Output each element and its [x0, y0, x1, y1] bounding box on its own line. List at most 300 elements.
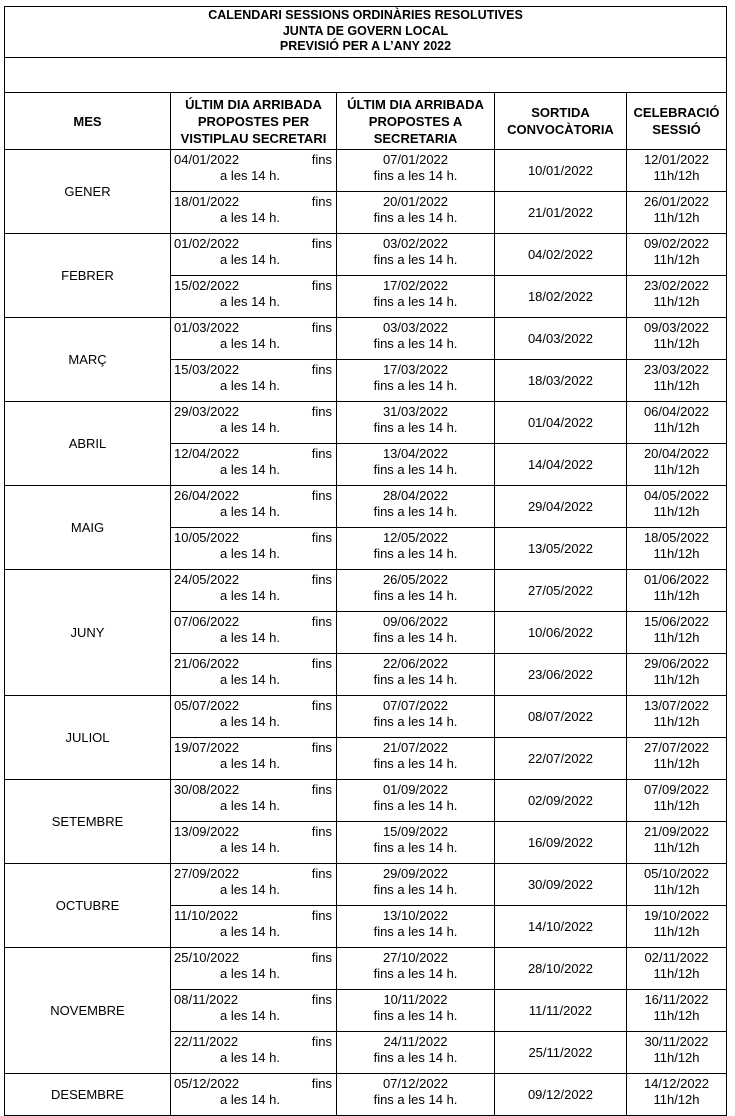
vistiplau-line-1: [171, 782, 336, 798]
convocatoria-date: 18/03/2022: [495, 360, 627, 402]
table-row: [5, 696, 727, 738]
time-label: a les 14 h.: [220, 882, 280, 897]
time-label: fins a les 14 h.: [373, 966, 458, 981]
vistiplau-deadline-cell: [171, 486, 337, 528]
secretaria-deadline-cell: [337, 570, 495, 612]
sessio-time: 11h/12h: [653, 210, 700, 225]
sessio-date: 26/01/2022: [643, 194, 710, 209]
convocatoria-date: 27/05/2022: [495, 570, 627, 612]
secretaria-deadline-cell: [337, 948, 495, 990]
convocatoria-date: 28/10/2022: [495, 948, 627, 990]
sessio-cell: [627, 234, 727, 276]
vistiplau-line-1: [171, 1076, 336, 1092]
secretaria-date: 13/04/2022: [382, 446, 449, 461]
sessio-cell: [627, 738, 727, 780]
month-name: JULIOL: [5, 696, 171, 780]
time-label: a les 14 h.: [220, 1008, 280, 1023]
vistiplau-date: 19/07/2022: [174, 740, 240, 755]
time-label: fins a les 14 h.: [373, 1008, 458, 1023]
fins-label: fins: [311, 992, 332, 1007]
sessio-date: 14/12/2022: [643, 1076, 710, 1091]
sessio-date: 13/07/2022: [643, 698, 710, 713]
fins-label: fins: [311, 656, 332, 671]
sessio-cell: [627, 276, 727, 318]
secretaria-deadline-cell: [337, 318, 495, 360]
fins-label: fins: [311, 362, 332, 377]
time-label: fins a les 14 h.: [373, 252, 458, 267]
sessio-time: 11h/12h: [653, 462, 700, 477]
secretaria-deadline-cell: [337, 402, 495, 444]
month-name: FEBRER: [5, 234, 171, 318]
time-label: a les 14 h.: [220, 336, 280, 351]
secretaria-date: 01/09/2022: [382, 782, 449, 797]
secretaria-deadline-cell: [337, 864, 495, 906]
secretaria-deadline-cell: [337, 990, 495, 1032]
time-label: fins a les 14 h.: [373, 798, 458, 813]
secretaria-date: 24/11/2022: [383, 1034, 448, 1049]
sessio-time: 11h/12h: [653, 630, 700, 645]
month-name: NOVEMBRE: [5, 948, 171, 1074]
table-row: [5, 318, 727, 360]
time-label: a les 14 h.: [220, 462, 280, 477]
header-row: [5, 93, 727, 150]
vistiplau-line-1: [171, 1034, 336, 1050]
document-title: [5, 7, 727, 58]
vistiplau-date: 05/12/2022: [174, 1076, 240, 1091]
convocatoria-date: 10/01/2022: [495, 150, 627, 192]
vistiplau-date: 22/11/2022: [174, 1034, 239, 1049]
sessio-cell: [627, 444, 727, 486]
sessio-date: 09/02/2022: [643, 236, 710, 251]
sessio-date: 23/03/2022: [643, 362, 710, 377]
convocatoria-date: 04/02/2022: [495, 234, 627, 276]
time-label: fins a les 14 h.: [373, 294, 458, 309]
sessio-cell: [627, 150, 727, 192]
time-label: a les 14 h.: [220, 504, 280, 519]
vistiplau-line-1: [171, 992, 336, 1008]
convocatoria-date: 10/06/2022: [495, 612, 627, 654]
time-label: a les 14 h.: [220, 378, 280, 393]
fins-label: fins: [311, 446, 332, 461]
sessio-cell: [627, 696, 727, 738]
sessio-time: 11h/12h: [653, 168, 700, 183]
vistiplau-deadline-cell: [171, 906, 337, 948]
sessio-time: 11h/12h: [653, 924, 700, 939]
secretaria-deadline-cell: [337, 150, 495, 192]
sessio-date: 02/11/2022: [644, 950, 709, 965]
fins-label: fins: [311, 236, 332, 251]
vistiplau-deadline-cell: [171, 1032, 337, 1074]
secretaria-deadline-cell: [337, 780, 495, 822]
vistiplau-line-1: [171, 236, 336, 252]
sessio-time: 11h/12h: [653, 294, 700, 309]
table-row: [5, 150, 727, 192]
vistiplau-deadline-cell: [171, 780, 337, 822]
convocatoria-date: 11/11/2022: [495, 990, 627, 1032]
sessio-time: 11h/12h: [653, 756, 700, 771]
vistiplau-line-1: [171, 194, 336, 210]
vistiplau-deadline-cell: [171, 276, 337, 318]
table-row: [5, 234, 727, 276]
table-row: [5, 402, 727, 444]
time-label: fins a les 14 h.: [373, 840, 458, 855]
vistiplau-deadline-cell: [171, 318, 337, 360]
secretaria-deadline-cell: [337, 1074, 495, 1116]
vistiplau-date: 05/07/2022: [174, 698, 240, 713]
sessio-cell: [627, 486, 727, 528]
time-label: fins a les 14 h.: [373, 756, 458, 771]
convocatoria-date: 21/01/2022: [495, 192, 627, 234]
vistiplau-date: 27/09/2022: [174, 866, 240, 881]
vistiplau-line-1: [171, 278, 336, 294]
vistiplau-line-1: [171, 446, 336, 462]
time-label: fins a les 14 h.: [373, 168, 458, 183]
vistiplau-deadline-cell: [171, 822, 337, 864]
fins-label: fins: [311, 740, 332, 755]
fins-label: fins: [311, 1076, 332, 1091]
sessio-cell: [627, 906, 727, 948]
month-name: JUNY: [5, 570, 171, 696]
secretaria-date: 03/03/2022: [382, 320, 449, 335]
vistiplau-deadline-cell: [171, 528, 337, 570]
sessio-time: 11h/12h: [653, 588, 700, 603]
vistiplau-line-1: [171, 698, 336, 714]
vistiplau-date: 13/09/2022: [174, 824, 240, 839]
convocatoria-date: 14/04/2022: [495, 444, 627, 486]
secretaria-deadline-cell: [337, 654, 495, 696]
convocatoria-date: 29/04/2022: [495, 486, 627, 528]
vistiplau-deadline-cell: [171, 150, 337, 192]
convocatoria-date: 08/07/2022: [495, 696, 627, 738]
header-vistiplau: ÚLTIM DIA ARRIBADA PROPOSTES PER VISTIPLAU SECRETARI: [171, 93, 337, 150]
sessio-time: 11h/12h: [653, 966, 700, 981]
secretaria-date: 17/02/2022: [382, 278, 449, 293]
sessio-cell: [627, 612, 727, 654]
time-label: a les 14 h.: [220, 630, 280, 645]
secretaria-date: 21/07/2022: [382, 740, 449, 755]
time-label: a les 14 h.: [220, 588, 280, 603]
vistiplau-deadline-cell: [171, 570, 337, 612]
vistiplau-date: 25/10/2022: [174, 950, 240, 965]
secretaria-date: 17/03/2022: [382, 362, 449, 377]
fins-label: fins: [311, 194, 332, 209]
time-label: fins a les 14 h.: [373, 924, 458, 939]
convocatoria-date: 09/12/2022: [495, 1074, 627, 1116]
month-name: GENER: [5, 150, 171, 234]
convocatoria-date: 16/09/2022: [495, 822, 627, 864]
vistiplau-line-1: [171, 572, 336, 588]
title-line-2: JUNTA DE GOVERN LOCAL: [282, 23, 449, 38]
sessio-date: 20/04/2022: [643, 446, 710, 461]
sessio-cell: [627, 780, 727, 822]
month-name: SETEMBRE: [5, 780, 171, 864]
vistiplau-date: 01/02/2022: [174, 236, 240, 251]
time-label: a les 14 h.: [220, 714, 280, 729]
convocatoria-date: 18/02/2022: [495, 276, 627, 318]
time-label: a les 14 h.: [220, 966, 280, 981]
secretaria-deadline-cell: [337, 360, 495, 402]
vistiplau-line-1: [171, 740, 336, 756]
time-label: a les 14 h.: [220, 420, 280, 435]
secretaria-date: 13/10/2022: [382, 908, 449, 923]
sessio-time: 11h/12h: [653, 1050, 700, 1065]
time-label: fins a les 14 h.: [373, 588, 458, 603]
sessio-time: 11h/12h: [653, 378, 700, 393]
fins-label: fins: [311, 824, 332, 839]
sessio-cell: [627, 192, 727, 234]
fins-label: fins: [311, 320, 332, 335]
header-month: MES: [5, 93, 171, 150]
vistiplau-deadline-cell: [171, 360, 337, 402]
time-label: fins a les 14 h.: [373, 462, 458, 477]
sessio-cell: [627, 528, 727, 570]
fins-label: fins: [311, 488, 332, 503]
sessio-date: 04/05/2022: [643, 488, 710, 503]
vistiplau-date: 01/03/2022: [174, 320, 240, 335]
sessio-date: 23/02/2022: [643, 278, 710, 293]
fins-label: fins: [311, 698, 332, 713]
secretaria-date: 29/09/2022: [382, 866, 449, 881]
sessio-cell: [627, 402, 727, 444]
convocatoria-date: 23/06/2022: [495, 654, 627, 696]
secretaria-deadline-cell: [337, 528, 495, 570]
sessio-date: 16/11/2022: [644, 992, 709, 1007]
sessio-time: 11h/12h: [653, 546, 700, 561]
title-row: [5, 7, 727, 58]
vistiplau-date: 15/02/2022: [174, 278, 240, 293]
vistiplau-date: 04/01/2022: [174, 152, 240, 167]
convocatoria-date: 14/10/2022: [495, 906, 627, 948]
fins-label: fins: [311, 1034, 332, 1049]
time-label: fins a les 14 h.: [373, 546, 458, 561]
secretaria-deadline-cell: [337, 444, 495, 486]
fins-label: fins: [311, 278, 332, 293]
time-label: fins a les 14 h.: [373, 378, 458, 393]
header-secretaria: ÚLTIM DIA ARRIBADA PROPOSTES A SECRETARIA: [337, 93, 495, 150]
vistiplau-date: 26/04/2022: [174, 488, 240, 503]
secretaria-date: 31/03/2022: [382, 404, 449, 419]
time-label: fins a les 14 h.: [373, 630, 458, 645]
sessio-cell: [627, 654, 727, 696]
vistiplau-deadline-cell: [171, 654, 337, 696]
title-line-1: CALENDARI SESSIONS ORDINÀRIES RESOLUTIVES: [208, 8, 523, 22]
time-label: fins a les 14 h.: [373, 336, 458, 351]
month-name: MARÇ: [5, 318, 171, 402]
secretaria-date: 07/12/2022: [382, 1076, 449, 1091]
vistiplau-deadline-cell: [171, 990, 337, 1032]
sessio-time: 11h/12h: [653, 420, 700, 435]
time-label: fins a les 14 h.: [373, 1050, 458, 1065]
sessio-time: 11h/12h: [653, 798, 700, 813]
fins-label: fins: [311, 404, 332, 419]
sessio-cell: [627, 948, 727, 990]
vistiplau-date: 29/03/2022: [174, 404, 240, 419]
table-row: [5, 1074, 727, 1116]
sessio-time: 11h/12h: [653, 840, 700, 855]
secretaria-deadline-cell: [337, 738, 495, 780]
sessio-date: 12/01/2022: [643, 152, 710, 167]
sessio-cell: [627, 822, 727, 864]
time-label: a les 14 h.: [220, 672, 280, 687]
secretaria-date: 07/01/2022: [382, 152, 449, 167]
sessio-time: 11h/12h: [653, 504, 700, 519]
time-label: fins a les 14 h.: [373, 1092, 458, 1107]
convocatoria-date: 25/11/2022: [495, 1032, 627, 1074]
sessio-time: 11h/12h: [653, 672, 700, 687]
fins-label: fins: [311, 950, 332, 965]
time-label: a les 14 h.: [220, 210, 280, 225]
secretaria-deadline-cell: [337, 1032, 495, 1074]
fins-label: fins: [311, 152, 332, 167]
fins-label: fins: [311, 908, 332, 923]
table-row: [5, 486, 727, 528]
table-row: [5, 948, 727, 990]
vistiplau-date: 21/06/2022: [174, 656, 240, 671]
vistiplau-line-1: [171, 152, 336, 168]
sessio-date: 18/05/2022: [643, 530, 710, 545]
vistiplau-line-1: [171, 908, 336, 924]
sessio-date: 21/09/2022: [643, 824, 710, 839]
time-label: fins a les 14 h.: [373, 504, 458, 519]
convocatoria-date: 22/07/2022: [495, 738, 627, 780]
vistiplau-date: 07/06/2022: [174, 614, 240, 629]
vistiplau-date: 24/05/2022: [174, 572, 240, 587]
time-label: a les 14 h.: [220, 924, 280, 939]
secretaria-deadline-cell: [337, 822, 495, 864]
secretaria-date: 15/09/2022: [382, 824, 449, 839]
fins-label: fins: [311, 866, 332, 881]
secretaria-deadline-cell: [337, 486, 495, 528]
sessio-cell: [627, 1074, 727, 1116]
vistiplau-line-1: [171, 656, 336, 672]
time-label: fins a les 14 h.: [373, 672, 458, 687]
sessio-cell: [627, 990, 727, 1032]
time-label: a les 14 h.: [220, 252, 280, 267]
vistiplau-line-1: [171, 488, 336, 504]
vistiplau-deadline-cell: [171, 738, 337, 780]
blank-row: [5, 58, 727, 93]
sessio-time: 11h/12h: [653, 1092, 700, 1107]
header-convocatoria: SORTIDA CONVOCÀTORIA: [495, 93, 627, 150]
sessio-cell: [627, 864, 727, 906]
vistiplau-deadline-cell: [171, 1074, 337, 1116]
secretaria-deadline-cell: [337, 696, 495, 738]
header-sessio: CELEBRACIÓ SESSIÓ: [627, 93, 727, 150]
sessio-cell: [627, 318, 727, 360]
sessio-date: 09/03/2022: [643, 320, 710, 335]
vistiplau-line-1: [171, 824, 336, 840]
vistiplau-deadline-cell: [171, 612, 337, 654]
vistiplau-deadline-cell: [171, 948, 337, 990]
sessio-date: 29/06/2022: [643, 656, 710, 671]
sessio-date: 27/07/2022: [643, 740, 710, 755]
secretaria-deadline-cell: [337, 234, 495, 276]
fins-label: fins: [311, 530, 332, 545]
secretaria-deadline-cell: [337, 906, 495, 948]
time-label: fins a les 14 h.: [373, 420, 458, 435]
sessio-time: 11h/12h: [653, 1008, 700, 1023]
month-name: OCTUBRE: [5, 864, 171, 948]
vistiplau-deadline-cell: [171, 234, 337, 276]
sessio-date: 15/06/2022: [643, 614, 710, 629]
time-label: fins a les 14 h.: [373, 714, 458, 729]
time-label: a les 14 h.: [220, 1050, 280, 1065]
sessio-cell: [627, 360, 727, 402]
vistiplau-deadline-cell: [171, 192, 337, 234]
convocatoria-date: 04/03/2022: [495, 318, 627, 360]
secretaria-date: 22/06/2022: [382, 656, 449, 671]
sessio-time: 11h/12h: [653, 252, 700, 267]
month-name: DESEMBRE: [5, 1074, 171, 1116]
time-label: fins a les 14 h.: [373, 210, 458, 225]
secretaria-date: 10/11/2022: [383, 992, 448, 1007]
vistiplau-deadline-cell: [171, 696, 337, 738]
secretaria-date: 20/01/2022: [382, 194, 449, 209]
vistiplau-line-1: [171, 362, 336, 378]
vistiplau-deadline-cell: [171, 864, 337, 906]
secretaria-date: 09/06/2022: [382, 614, 449, 629]
table-row: [5, 570, 727, 612]
convocatoria-date: 01/04/2022: [495, 402, 627, 444]
title-line-3: PREVISIÓ PER A L’ANY 2022: [279, 39, 452, 53]
fins-label: fins: [311, 614, 332, 629]
fins-label: fins: [311, 782, 332, 797]
time-label: a les 14 h.: [220, 294, 280, 309]
secretaria-date: 26/05/2022: [382, 572, 449, 587]
sessio-time: 11h/12h: [653, 714, 700, 729]
convocatoria-date: 13/05/2022: [495, 528, 627, 570]
vistiplau-date: 10/05/2022: [174, 530, 240, 545]
vistiplau-deadline-cell: [171, 402, 337, 444]
time-label: a les 14 h.: [220, 798, 280, 813]
sessio-date: 05/10/2022: [643, 866, 710, 881]
sessio-cell: [627, 570, 727, 612]
calendar-table: [4, 6, 727, 1116]
secretaria-deadline-cell: [337, 192, 495, 234]
vistiplau-date: 08/11/2022: [174, 992, 239, 1007]
vistiplau-date: 30/08/2022: [174, 782, 240, 797]
vistiplau-line-1: [171, 404, 336, 420]
calendar-body: [5, 150, 727, 1116]
table-row: [5, 864, 727, 906]
vistiplau-line-1: [171, 866, 336, 882]
vistiplau-line-1: [171, 950, 336, 966]
month-name: ABRIL: [5, 402, 171, 486]
sessio-cell: [627, 1032, 727, 1074]
secretaria-date: 03/02/2022: [382, 236, 449, 251]
secretaria-date: 28/04/2022: [382, 488, 449, 503]
time-label: a les 14 h.: [220, 546, 280, 561]
month-name: MAIG: [5, 486, 171, 570]
time-label: a les 14 h.: [220, 756, 280, 771]
secretaria-date: 07/07/2022: [382, 698, 449, 713]
vistiplau-line-1: [171, 614, 336, 630]
time-label: a les 14 h.: [220, 840, 280, 855]
blank-cell: [5, 58, 727, 93]
time-label: fins a les 14 h.: [373, 882, 458, 897]
secretaria-deadline-cell: [337, 612, 495, 654]
vistiplau-date: 11/10/2022: [174, 908, 239, 923]
calendar-document: [4, 6, 726, 1116]
sessio-date: 06/04/2022: [643, 404, 710, 419]
time-label: a les 14 h.: [220, 168, 280, 183]
secretaria-deadline-cell: [337, 276, 495, 318]
vistiplau-deadline-cell: [171, 444, 337, 486]
sessio-time: 11h/12h: [653, 882, 700, 897]
secretaria-date: 27/10/2022: [382, 950, 449, 965]
table-row: [5, 780, 727, 822]
convocatoria-date: 30/09/2022: [495, 864, 627, 906]
